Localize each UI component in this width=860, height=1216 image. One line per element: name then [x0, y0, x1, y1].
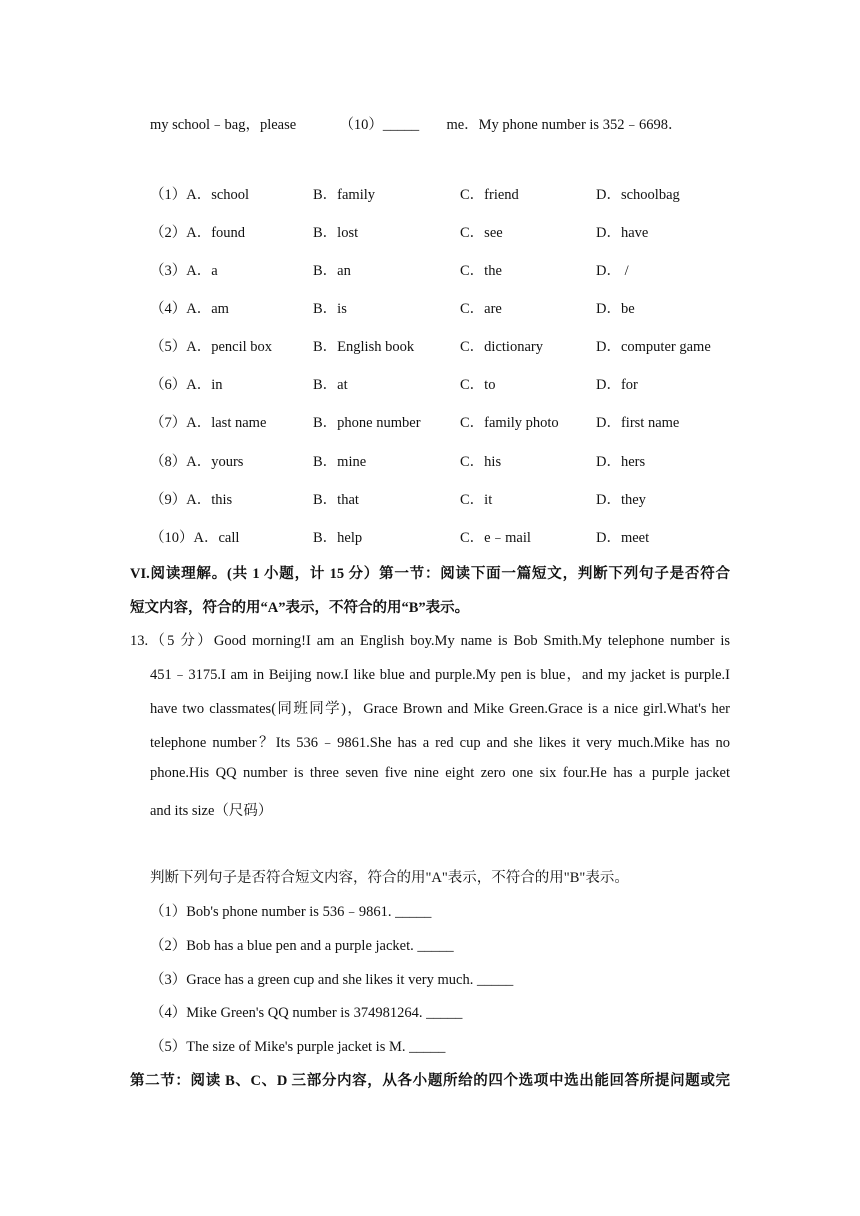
- option-b: B．help: [313, 530, 363, 546]
- option-d: D．for: [596, 377, 638, 393]
- option-c: C．see: [460, 225, 503, 241]
- option-d: D．first name: [596, 415, 680, 431]
- option-b: B．an: [313, 263, 351, 279]
- passage-tail-line: [150, 113, 682, 134]
- passage-tail-text-2: me．My phone number is 352﹣6698．: [446, 117, 683, 133]
- option-c: C．family photo: [460, 415, 559, 431]
- option-row: [150, 221, 750, 241]
- option-d: D．hers: [596, 454, 646, 470]
- option-d: D．they: [596, 492, 646, 508]
- option-a: （9）A．this: [150, 492, 233, 508]
- option-c: C．it: [460, 492, 493, 508]
- section-heading: VI.阅读理解。(共 1 小题，计 15 分）第一节：阅读下面一篇短文，判断下列句子是否符合: [130, 566, 730, 582]
- option-c: C．e﹣mail: [460, 530, 531, 546]
- option-b: B．at: [313, 377, 348, 393]
- passage-line: 451﹣3175.I am in Beijing now.I like blue and purple.My pen is blue，and my jacket is purple.I: [150, 667, 730, 683]
- option-b: B．mine: [313, 454, 367, 470]
- option-a: （2）A．found: [150, 225, 246, 241]
- option-c: C．to: [460, 377, 496, 393]
- option-b: B．that: [313, 492, 359, 508]
- option-row: [150, 526, 750, 546]
- option-b: B．family: [313, 187, 376, 203]
- option-d: D．meet: [596, 530, 650, 546]
- blank-10: （10）_____: [339, 117, 420, 133]
- judgment-item: （3）Grace has a green cup and she likes it very much. _____: [150, 972, 514, 988]
- option-d: D．have: [596, 225, 649, 241]
- option-b: B．English book: [313, 339, 415, 355]
- judgment-item: （2）Bob has a blue pen and a purple jacket. _____: [150, 938, 454, 954]
- judgment-item: （4）Mike Green's QQ number is 374981264. _____: [150, 1005, 463, 1021]
- question-13-first-line: 13.（5 分）Good morning!I am an English boy.My name is Bob Smith.My telephone number is: [130, 633, 730, 649]
- judgment-item: （5）The size of Mike's purple jacket is M. _____: [150, 1039, 446, 1055]
- option-d: D．schoolbag: [596, 187, 680, 203]
- option-row: [150, 488, 750, 508]
- option-a: （4）A．am: [150, 301, 229, 317]
- option-a: （6）A．in: [150, 377, 223, 393]
- option-c: C．the: [460, 263, 502, 279]
- option-b: B．lost: [313, 225, 359, 241]
- judgment-instruction: 判断下列句子是否符合短文内容，符合的用"A"表示，不符合的用"B"表示。: [150, 870, 629, 886]
- option-c: C．are: [460, 301, 502, 317]
- option-row: [150, 335, 750, 355]
- passage-line: phone.His QQ number is three seven five nine eight zero one six four.He has a purple jacket: [150, 765, 730, 781]
- passage-tail-text: my school﹣bag，please: [150, 117, 297, 133]
- passage-line: and its size（尺码）: [150, 803, 273, 819]
- option-a: （8）A．yours: [150, 454, 244, 470]
- option-c: C．his: [460, 454, 502, 470]
- option-d: D．computer game: [596, 339, 711, 355]
- option-row: [150, 183, 750, 203]
- option-a: （1）A．school: [150, 187, 250, 203]
- option-row: [150, 259, 750, 279]
- option-a: （10）A．call: [150, 530, 240, 546]
- section-2-heading: 第二节：阅读 B、C、D 三部分内容，从各小题所给的四个选项中选出能回答所提问题或完: [130, 1073, 730, 1089]
- option-row: [150, 297, 750, 317]
- option-c: C．friend: [460, 187, 519, 203]
- option-b: B．phone number: [313, 415, 421, 431]
- option-b: B．is: [313, 301, 347, 317]
- passage-line: telephone number？Its 536﹣9861.She has a red cup and she likes it very much.Mike has no: [150, 735, 730, 751]
- option-c: C．dictionary: [460, 339, 543, 355]
- judgment-item: （1）Bob's phone number is 536﹣9861. _____: [150, 904, 432, 920]
- option-row: [150, 411, 750, 431]
- option-d: D． /: [596, 263, 629, 279]
- option-a: （3）A．a: [150, 263, 218, 279]
- option-a: （7）A．last name: [150, 415, 267, 431]
- section-heading-line2: 短文内容，符合的用“A”表示，不符合的用“B”表示。: [130, 600, 470, 616]
- option-d: D．be: [596, 301, 635, 317]
- option-a: （5）A．pencil box: [150, 339, 273, 355]
- passage-line: have two classmates(同班同学)，Grace Brown and Mike Green.Grace is a nice girl.What's her: [150, 701, 730, 717]
- option-row: [150, 373, 750, 393]
- option-row: [150, 450, 750, 470]
